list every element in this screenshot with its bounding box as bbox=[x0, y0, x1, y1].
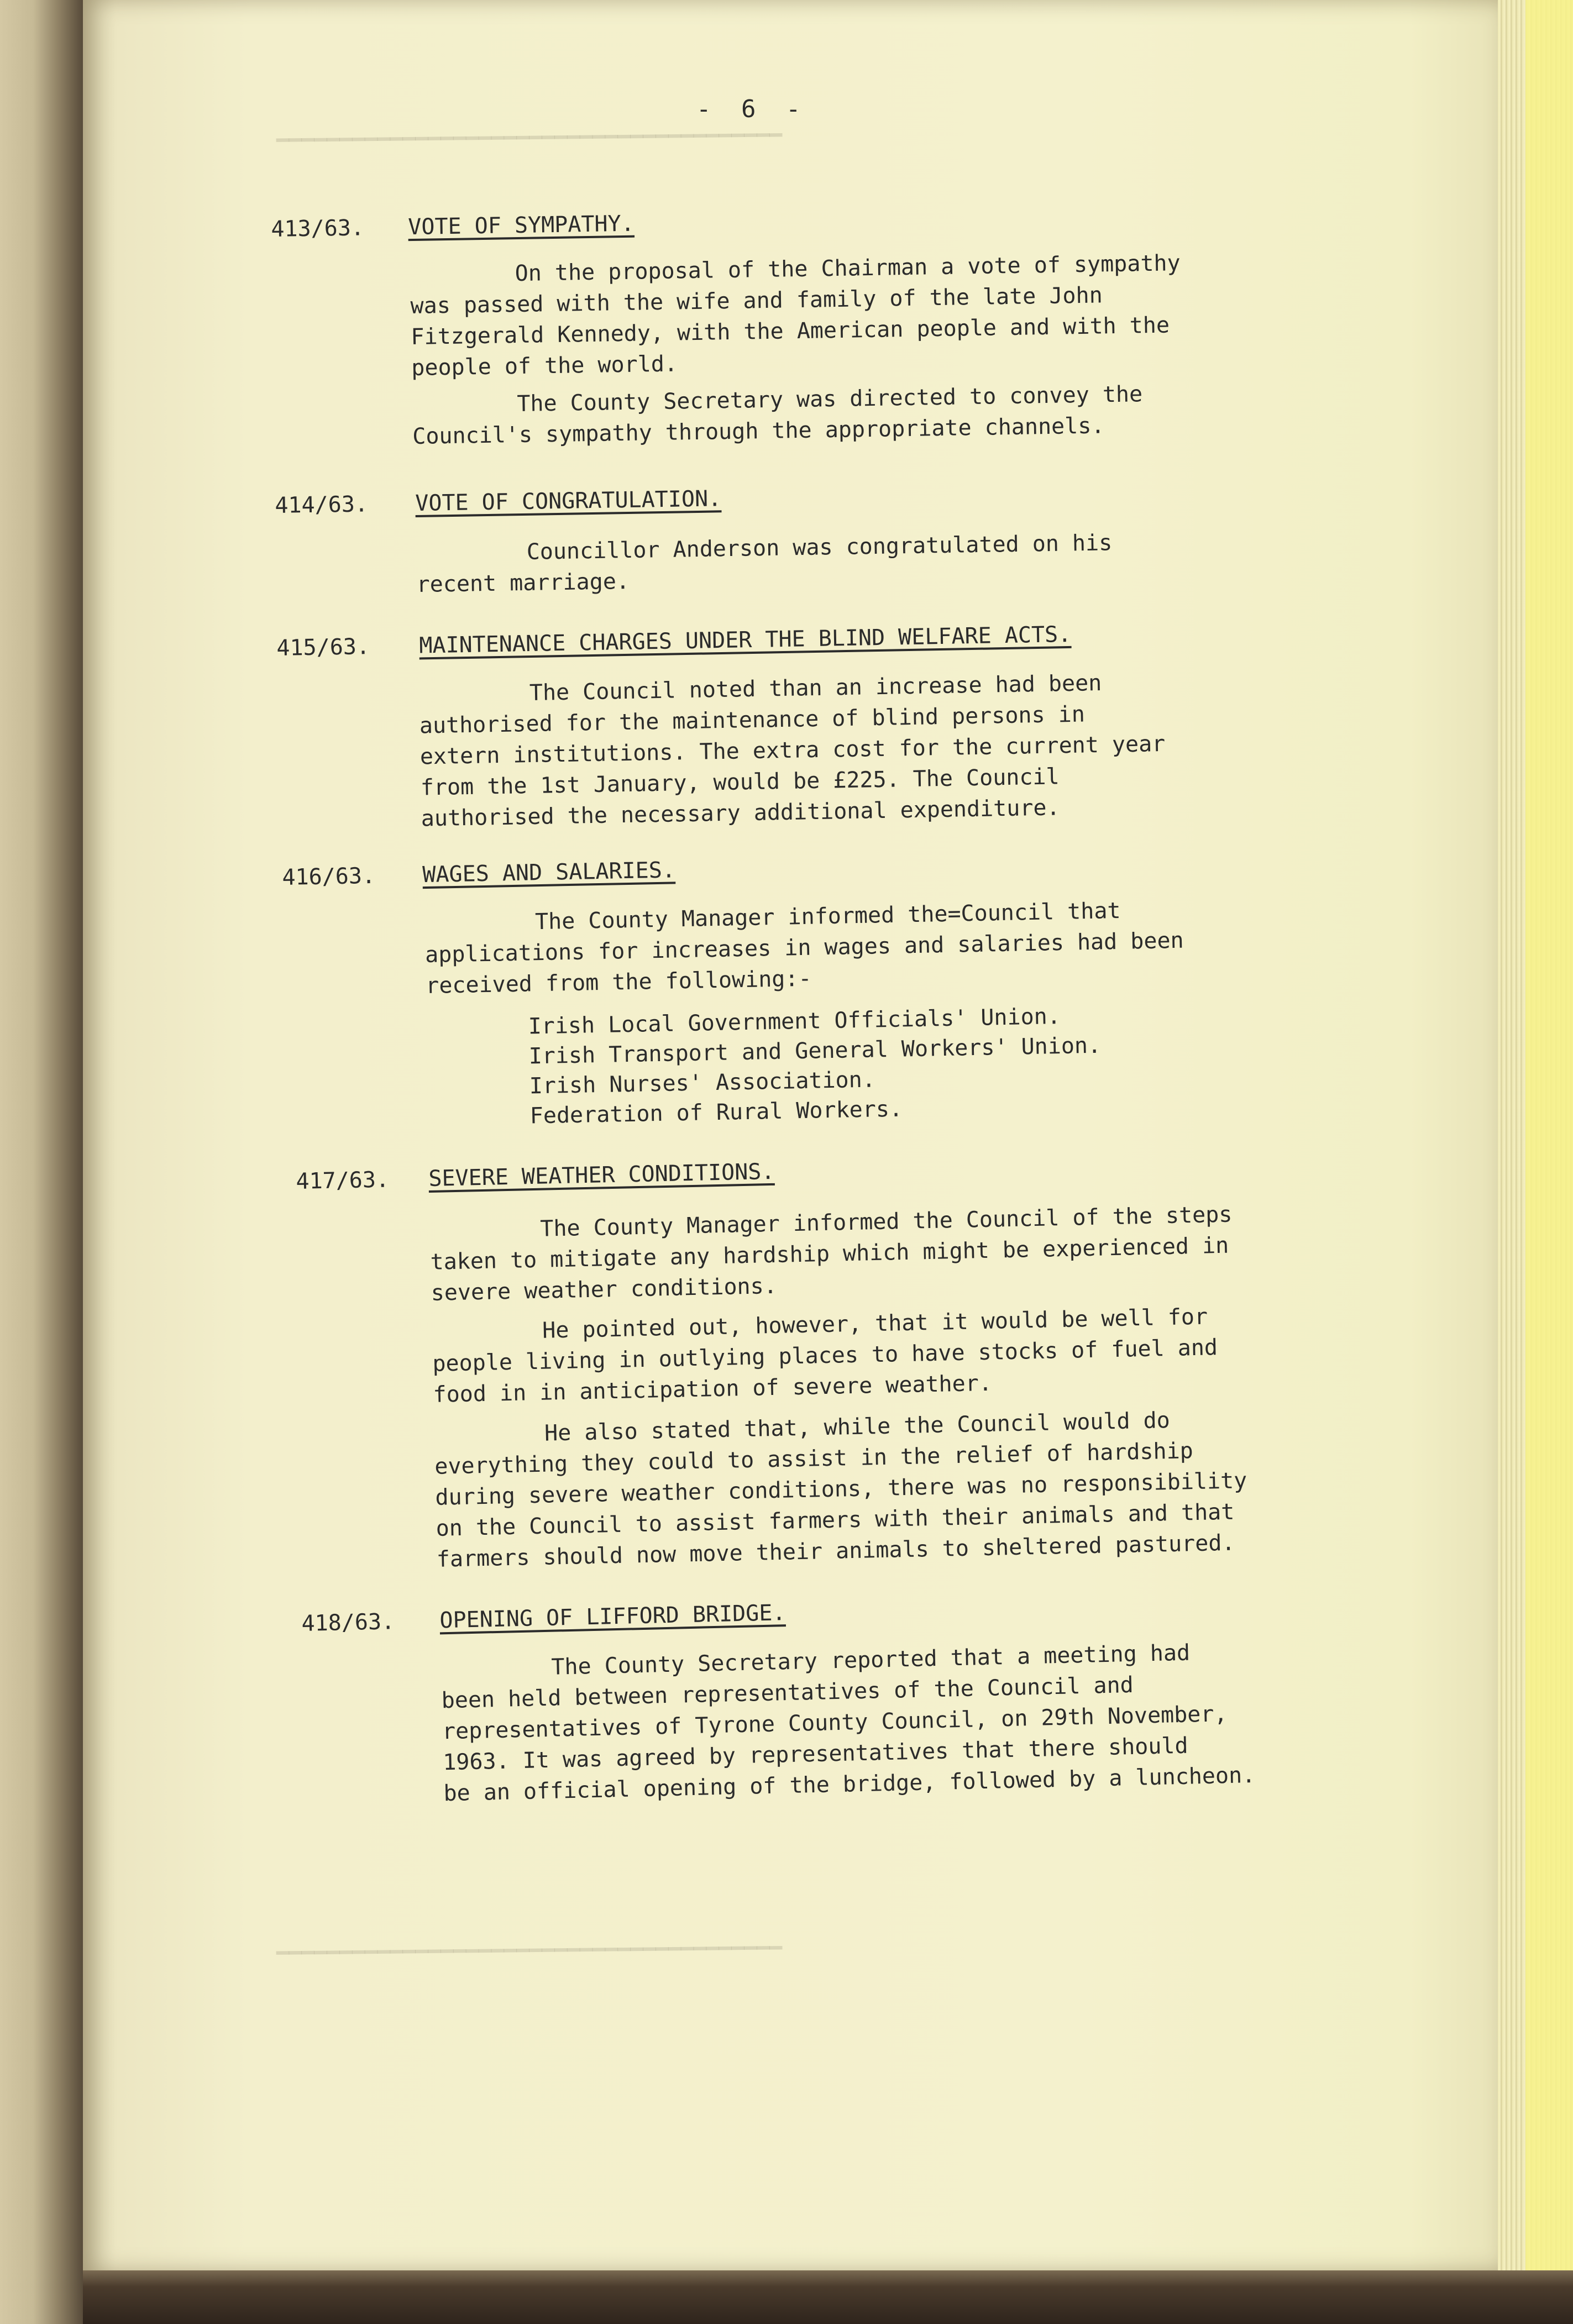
minute-paragraph: The County Secretary was directed to convey the Council's sympathy through the appropriate channels. bbox=[412, 381, 1143, 450]
list-item: Irish Transport and General Workers' Union. bbox=[528, 1032, 1102, 1069]
minute-415 bbox=[276, 618, 1286, 832]
minute-414 bbox=[275, 478, 1271, 604]
minute-paragraph: He pointed out, however, that it would be well for people living in outlying places to have stocks of fuel and food in in anticipation of severe weather. bbox=[432, 1304, 1218, 1408]
bleed-through-bottom: ━━━━━━━━━━━━━━━━━━━━━━━━━━━━━━━━━━━━━━━━ bbox=[276, 1935, 783, 1965]
minute-paragraph: The County Manager informed the Council of the steps taken to mitigate any hardship which might be experienced in severe weather conditions. bbox=[430, 1202, 1233, 1306]
minute-number: 415/63. bbox=[276, 634, 370, 661]
minute-418 bbox=[301, 1588, 1323, 1821]
minute-416 bbox=[282, 846, 1293, 1141]
minute-417 bbox=[296, 1147, 1322, 1588]
minute-number: 416/63. bbox=[282, 863, 376, 890]
minute-number: 413/63. bbox=[271, 215, 365, 242]
list-item: Irish Local Government Officials' Union. bbox=[528, 1004, 1061, 1040]
minute-number: 418/63. bbox=[301, 1609, 395, 1636]
union-list bbox=[528, 1001, 1102, 1131]
minute-paragraph: The County Secretary reported that a meeting had been held between representatives of the Council and representatives of Tyrone County Council, on 29th November, 1963. It was agreed by representatives that there should be an official opening of the bridge, followed by a luncheon. bbox=[441, 1640, 1256, 1807]
minute-heading: MAINTENANCE CHARGES UNDER THE BLIND WELFARE ACTS. bbox=[418, 621, 1072, 659]
page-number: - 6 - bbox=[696, 95, 809, 123]
minute-number: 414/63. bbox=[275, 491, 369, 518]
bleed-through-top: ━━━━━━━━━━━━━━━━━━━━━━━━━━━━━━━━━━━━━━━━ bbox=[276, 123, 783, 153]
minute-paragraph: The County Manager informed the=Council that applications for increases in wages and salaries had been received from the following:- bbox=[424, 898, 1184, 999]
minute-413 bbox=[271, 201, 1270, 465]
minute-paragraph: On the proposal of the Chairman a vote of sympathy was passed with the wife and family of the late John Fitzgerald Kennedy, with the American people and with the people of the world. bbox=[410, 250, 1181, 381]
list-item: Irish Nurses' Association. bbox=[529, 1067, 876, 1099]
minute-heading: VOTE OF SYMPATHY. bbox=[407, 211, 635, 240]
minute-heading: VOTE OF CONGRATULATION. bbox=[415, 486, 722, 517]
minute-heading: WAGES AND SALARIES. bbox=[422, 857, 676, 888]
minute-number: 417/63. bbox=[296, 1167, 390, 1194]
minute-paragraph: The Council noted than an increase had been authorised for the maintenance of blind persons in extern institutions. The extra cost for the current year from the 1st January, would be £225. The Council authorised the necessary additional expenditure. bbox=[419, 670, 1166, 832]
minute-heading: SEVERE WEATHER CONDITIONS. bbox=[428, 1158, 775, 1192]
minute-paragraph: He also stated that, while the Council would do everything they could to assist in the relief of hardship during severe weather conditions, there was no responsibility on the Council to assist farmers with their animals and that farmers should now move their animals to sheltered pastured. bbox=[434, 1407, 1247, 1572]
minute-paragraph: Councillor Anderson was congratulated on his recent marriage. bbox=[416, 530, 1113, 597]
list-item: Federation of Rural Workers. bbox=[529, 1096, 903, 1129]
minute-heading: OPENING OF LIFFORD BRIDGE. bbox=[439, 1600, 786, 1634]
